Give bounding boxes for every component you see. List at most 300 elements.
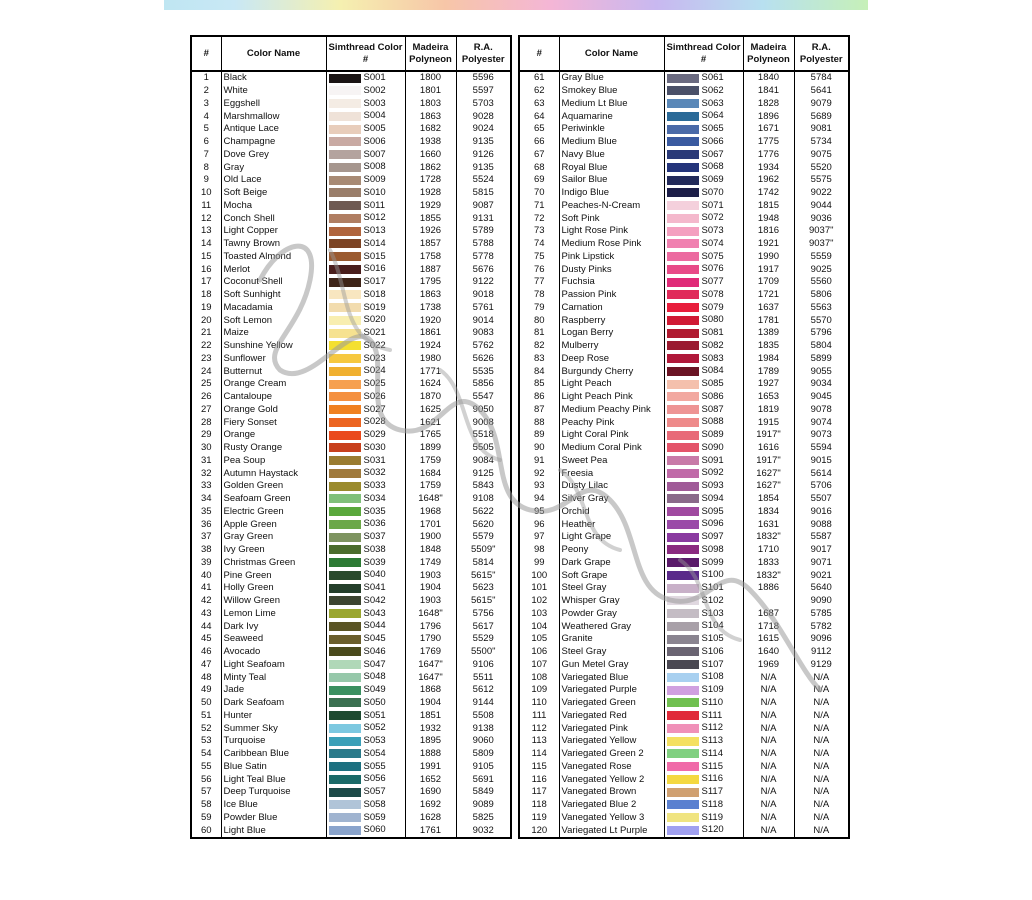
- color-swatch: [667, 86, 699, 95]
- ra-polyester-number: 9073: [794, 429, 849, 442]
- madeira-number: 1903: [405, 595, 456, 608]
- simthread-cell: [664, 276, 743, 289]
- madeira-number: N/A: [743, 697, 794, 710]
- color-name: Mocha: [221, 200, 326, 213]
- simthread-code: S030: [363, 441, 386, 453]
- ra-polyester-number: 9138: [456, 722, 511, 735]
- color-swatch: [329, 392, 361, 401]
- color-name: Pink Lipstick: [559, 251, 664, 264]
- table-row: [191, 340, 511, 353]
- color-name: Logan Berry: [559, 327, 664, 340]
- color-name: Light Rose Pink: [559, 225, 664, 238]
- row-number: 76: [519, 263, 559, 276]
- simthread-code: S034: [363, 492, 386, 504]
- simthread-cell: [326, 633, 405, 646]
- table-row: [519, 493, 849, 506]
- table-row: [519, 544, 849, 557]
- simthread-cell: [664, 518, 743, 531]
- color-swatch: [667, 74, 699, 83]
- table-row: [519, 620, 849, 633]
- row-number: 9: [191, 174, 221, 187]
- simthread-code: S057: [363, 786, 386, 798]
- simthread-code: S072: [701, 212, 724, 224]
- madeira-number: 1628: [405, 812, 456, 825]
- table-row: [191, 225, 511, 238]
- madeira-number: 1819: [743, 404, 794, 417]
- row-number: 14: [191, 238, 221, 251]
- header-number: #: [519, 36, 559, 71]
- table-row: [519, 238, 849, 251]
- ra-polyester-number: N/A: [794, 824, 849, 838]
- simthread-code: S060: [363, 824, 386, 836]
- simthread-cell: [664, 620, 743, 633]
- simthread-code: S077: [701, 276, 724, 288]
- simthread-cell: [326, 608, 405, 621]
- color-name: Seaweed: [221, 633, 326, 646]
- table-row: [191, 557, 511, 570]
- ra-polyester-number: 5856: [456, 378, 511, 391]
- table-row: [191, 378, 511, 391]
- row-number: 102: [519, 595, 559, 608]
- ra-polyester-number: 5509": [456, 544, 511, 557]
- simthread-code: S091: [701, 454, 724, 466]
- ra-polyester-number: 5756: [456, 608, 511, 621]
- color-swatch: [667, 482, 699, 491]
- simthread-code: S089: [701, 429, 724, 441]
- table-row: [191, 123, 511, 136]
- row-number: 35: [191, 506, 221, 519]
- simthread-code: S068: [701, 161, 724, 173]
- color-swatch: [329, 609, 361, 618]
- table-row: [519, 442, 849, 455]
- simthread-cell: [326, 353, 405, 366]
- simthread-code: S023: [363, 352, 386, 364]
- simthread-cell: [664, 684, 743, 697]
- ra-polyester-number: 5596: [456, 71, 511, 85]
- ra-polyester-number: 9074: [794, 416, 849, 429]
- table-row: [519, 518, 849, 531]
- color-name: Sunshine Yellow: [221, 340, 326, 353]
- ra-polyester-number: 5614: [794, 467, 849, 480]
- ra-polyester-number: 5622: [456, 506, 511, 519]
- color-swatch: [667, 660, 699, 669]
- madeira-number: 1920: [405, 314, 456, 327]
- color-swatch: [667, 456, 699, 465]
- ra-polyester-number: 5511: [456, 671, 511, 684]
- color-swatch: [667, 558, 699, 567]
- color-swatch: [329, 201, 361, 210]
- simthread-code: S012: [363, 212, 386, 224]
- row-number: 30: [191, 442, 221, 455]
- simthread-cell: [664, 314, 743, 327]
- table-row: [519, 187, 849, 200]
- color-swatch: [667, 137, 699, 146]
- row-number: 53: [191, 735, 221, 748]
- ra-polyester-number: N/A: [794, 799, 849, 812]
- color-name: Marshmallow: [221, 110, 326, 123]
- simthread-code: S099: [701, 556, 724, 568]
- simthread-code: S079: [701, 301, 724, 313]
- ra-polyester-number: 9083: [456, 327, 511, 340]
- simthread-cell: [326, 773, 405, 786]
- color-swatch: [329, 788, 361, 797]
- simthread-cell: [326, 544, 405, 557]
- row-number: 49: [191, 684, 221, 697]
- ra-polyester-number: 9089: [456, 799, 511, 812]
- color-swatch: [667, 635, 699, 644]
- simthread-code: S085: [701, 378, 724, 390]
- color-name: Black: [221, 71, 326, 85]
- ra-polyester-number: 5689: [794, 110, 849, 123]
- color-name: Vanegated Yellow 2: [559, 773, 664, 786]
- madeira-number: 1637: [743, 302, 794, 315]
- simthread-code: S046: [363, 645, 386, 657]
- table-row: [191, 416, 511, 429]
- row-number: 26: [191, 391, 221, 404]
- simthread-code: S049: [363, 684, 386, 696]
- table-row: [519, 416, 849, 429]
- simthread-code: S118: [701, 798, 723, 810]
- ra-polyester-number: 5505: [456, 442, 511, 455]
- color-name: Aquamarine: [559, 110, 664, 123]
- header-color-name: Color Name: [221, 36, 326, 71]
- madeira-number: 1863: [405, 110, 456, 123]
- color-name: Dusty Pinks: [559, 263, 664, 276]
- madeira-number: 1648": [405, 493, 456, 506]
- ra-polyester-number: 5615": [456, 569, 511, 582]
- color-name: Soft Beige: [221, 187, 326, 200]
- color-name: Vanegated Yellow 3: [559, 812, 664, 825]
- simthread-cell: [664, 633, 743, 646]
- simthread-cell: [326, 722, 405, 735]
- ra-polyester-number: 5804: [794, 340, 849, 353]
- row-number: 45: [191, 633, 221, 646]
- color-name: Turquoise: [221, 735, 326, 748]
- simthread-code: S039: [363, 556, 386, 568]
- simthread-cell: [664, 365, 743, 378]
- simthread-cell: [326, 824, 405, 838]
- ra-polyester-number: 5691: [456, 773, 511, 786]
- madeira-number: 1765: [405, 429, 456, 442]
- color-name: Light Coral Pink: [559, 429, 664, 442]
- ra-polyester-number: N/A: [794, 710, 849, 723]
- row-number: 67: [519, 149, 559, 162]
- table-row: [191, 289, 511, 302]
- simthread-cell: [326, 761, 405, 774]
- madeira-number: 1841: [743, 85, 794, 98]
- ra-polyester-number: 9055: [794, 365, 849, 378]
- madeira-number: 1948: [743, 212, 794, 225]
- madeira-number: 1692: [405, 799, 456, 812]
- row-number: 13: [191, 225, 221, 238]
- color-swatch: [667, 520, 699, 529]
- row-number: 19: [191, 302, 221, 315]
- color-swatch: [329, 239, 361, 248]
- madeira-number: N/A: [743, 773, 794, 786]
- ra-polyester-number: 5575: [794, 174, 849, 187]
- simthread-code: S056: [363, 773, 386, 785]
- ra-polyester-number: 5547: [456, 391, 511, 404]
- madeira-number: 1980: [405, 353, 456, 366]
- color-swatch: [667, 329, 699, 338]
- color-swatch: [667, 686, 699, 695]
- color-name: Lemon Lime: [221, 608, 326, 621]
- madeira-number: 1855: [405, 212, 456, 225]
- madeira-number: 1631: [743, 518, 794, 531]
- color-name: Periwinkle: [559, 123, 664, 136]
- table-row: [519, 697, 849, 710]
- table-row: [191, 799, 511, 812]
- color-swatch: [329, 303, 361, 312]
- color-swatch: [667, 622, 699, 631]
- table-row: [519, 378, 849, 391]
- madeira-number: 1921: [743, 238, 794, 251]
- madeira-number: 1851: [405, 710, 456, 723]
- madeira-number: 1854: [743, 493, 794, 506]
- table-row: [519, 365, 849, 378]
- color-swatch: [329, 265, 361, 274]
- simthread-code: S009: [363, 174, 386, 186]
- color-swatch: [329, 724, 361, 733]
- simthread-cell: [664, 773, 743, 786]
- color-swatch: [667, 392, 699, 401]
- simthread-cell: [664, 735, 743, 748]
- madeira-number: 1761: [405, 824, 456, 838]
- simthread-code: S112: [701, 722, 723, 734]
- color-swatch: [329, 826, 361, 835]
- simthread-code: S027: [363, 403, 386, 415]
- table-row: [519, 174, 849, 187]
- simthread-cell: [664, 404, 743, 417]
- simthread-code: S044: [363, 620, 386, 632]
- simthread-code: S032: [363, 467, 386, 479]
- simthread-cell: [326, 251, 405, 264]
- madeira-number: 1742: [743, 187, 794, 200]
- header-simthread: Simthread Color #: [326, 36, 405, 71]
- table-row: [191, 569, 511, 582]
- madeira-number: 1834: [743, 506, 794, 519]
- table-row: [519, 263, 849, 276]
- simthread-cell: [326, 493, 405, 506]
- ra-polyester-number: 5559: [794, 251, 849, 264]
- color-swatch: [329, 647, 361, 656]
- simthread-code: S058: [363, 798, 386, 810]
- row-number: 74: [519, 238, 559, 251]
- header-ra-polyester: R.A. Polyester: [794, 36, 849, 71]
- color-name: Gray: [221, 161, 326, 174]
- color-swatch: [329, 278, 361, 287]
- table-row: [519, 212, 849, 225]
- madeira-number: 1990: [743, 251, 794, 264]
- table-row: [191, 748, 511, 761]
- simthread-cell: [664, 225, 743, 238]
- color-name: Conch Shell: [221, 212, 326, 225]
- row-number: 3: [191, 98, 221, 111]
- madeira-number: 1781: [743, 314, 794, 327]
- row-number: 103: [519, 608, 559, 621]
- table-row: [519, 467, 849, 480]
- simthread-cell: [664, 799, 743, 812]
- row-number: 7: [191, 149, 221, 162]
- row-number: 73: [519, 225, 559, 238]
- color-name: Ivy Green: [221, 544, 326, 557]
- simthread-code: S051: [363, 709, 386, 721]
- table-row: [191, 212, 511, 225]
- simthread-code: S026: [363, 390, 386, 402]
- row-number: 29: [191, 429, 221, 442]
- simthread-code: S043: [363, 607, 386, 619]
- color-swatch: [667, 367, 699, 376]
- simthread-cell: [664, 110, 743, 123]
- table-row: [519, 85, 849, 98]
- ra-polyester-number: 9034: [794, 378, 849, 391]
- color-name: Sailor Blue: [559, 174, 664, 187]
- color-swatch: [329, 571, 361, 580]
- simthread-cell: [664, 608, 743, 621]
- color-name: Passion Pink: [559, 289, 664, 302]
- simthread-code: S078: [701, 288, 724, 300]
- simthread-code: S081: [701, 327, 724, 339]
- table-row: [519, 480, 849, 493]
- simthread-cell: [326, 671, 405, 684]
- simthread-code: S066: [701, 135, 724, 147]
- simthread-cell: [326, 314, 405, 327]
- simthread-cell: [326, 98, 405, 111]
- row-number: 54: [191, 748, 221, 761]
- table-row: [191, 200, 511, 213]
- row-number: 11: [191, 200, 221, 213]
- color-name: Royal Blue: [559, 161, 664, 174]
- color-swatch: [667, 418, 699, 427]
- simthread-code: S010: [363, 186, 386, 198]
- color-name: Blue Satin: [221, 761, 326, 774]
- row-number: 77: [519, 276, 559, 289]
- simthread-cell: [326, 327, 405, 340]
- simthread-cell: [326, 174, 405, 187]
- madeira-number: 1738: [405, 302, 456, 315]
- simthread-cell: [664, 671, 743, 684]
- simthread-cell: [326, 646, 405, 659]
- color-swatch: [329, 188, 361, 197]
- simthread-code: S117: [701, 786, 723, 798]
- row-number: 81: [519, 327, 559, 340]
- row-number: 41: [191, 582, 221, 595]
- table-row: [519, 340, 849, 353]
- table-row: [191, 442, 511, 455]
- color-name: Heather: [559, 518, 664, 531]
- ra-polyester-number: 5620: [456, 518, 511, 531]
- table-row: [519, 455, 849, 468]
- row-number: 117: [519, 786, 559, 799]
- simthread-code: S088: [701, 416, 724, 428]
- ra-polyester-number: 9122: [456, 276, 511, 289]
- table-row: [519, 659, 849, 672]
- ra-polyester-number: 9021: [794, 569, 849, 582]
- ra-polyester-number: 5626: [456, 353, 511, 366]
- color-swatch: [667, 469, 699, 478]
- ra-polyester-number: 5594: [794, 442, 849, 455]
- table-row: [519, 557, 849, 570]
- row-number: 1: [191, 71, 221, 85]
- color-name: Orange Cream: [221, 378, 326, 391]
- simthread-code: S015: [363, 250, 386, 262]
- simthread-cell: [326, 620, 405, 633]
- madeira-number: 1627": [743, 467, 794, 480]
- simthread-cell: [326, 595, 405, 608]
- color-swatch: [329, 418, 361, 427]
- simthread-cell: [664, 416, 743, 429]
- simthread-code: S090: [701, 441, 724, 453]
- color-swatch: [329, 316, 361, 325]
- madeira-number: 1749: [405, 557, 456, 570]
- madeira-number: 1687: [743, 608, 794, 621]
- ra-polyester-number: 5617: [456, 620, 511, 633]
- ra-polyester-number: N/A: [794, 773, 849, 786]
- row-number: 44: [191, 620, 221, 633]
- madeira-number: 1790: [405, 633, 456, 646]
- simthread-cell: [664, 174, 743, 187]
- table-row: [191, 671, 511, 684]
- madeira-number: N/A: [743, 786, 794, 799]
- simthread-code: S040: [363, 569, 386, 581]
- simthread-cell: [664, 722, 743, 735]
- madeira-number: 1803: [405, 98, 456, 111]
- ra-polyester-number: 5518: [456, 429, 511, 442]
- simthread-cell: [326, 455, 405, 468]
- row-number: 105: [519, 633, 559, 646]
- simthread-code: S036: [363, 518, 386, 530]
- ra-polyester-number: 5785: [794, 608, 849, 621]
- table-row: [191, 544, 511, 557]
- row-number: 100: [519, 569, 559, 582]
- color-table-right: [518, 35, 850, 839]
- simthread-cell: [664, 340, 743, 353]
- simthread-cell: [326, 710, 405, 723]
- simthread-code: S025: [363, 378, 386, 390]
- simthread-code: S018: [363, 288, 386, 300]
- simthread-cell: [664, 582, 743, 595]
- ra-polyester-number: 9024: [456, 123, 511, 136]
- simthread-cell: [326, 812, 405, 825]
- row-number: 31: [191, 455, 221, 468]
- table-row: [519, 761, 849, 774]
- simthread-cell: [664, 378, 743, 391]
- madeira-number: N/A: [743, 722, 794, 735]
- color-swatch: [667, 214, 699, 223]
- color-name: Orange Gold: [221, 404, 326, 417]
- simthread-code: S004: [363, 110, 386, 122]
- color-swatch: [329, 507, 361, 516]
- color-swatch: [667, 749, 699, 758]
- simthread-cell: [326, 404, 405, 417]
- color-name: Deep Rose: [559, 353, 664, 366]
- simthread-cell: [664, 824, 743, 838]
- ra-polyester-number: 9044: [794, 200, 849, 213]
- table-row: [191, 735, 511, 748]
- ra-polyester-number: 5587: [794, 531, 849, 544]
- madeira-number: 1828: [743, 98, 794, 111]
- color-swatch: [667, 737, 699, 746]
- madeira-number: 1660: [405, 149, 456, 162]
- simthread-cell: [326, 225, 405, 238]
- color-swatch: [667, 813, 699, 822]
- table-row: [191, 391, 511, 404]
- ra-polyester-number: 9131: [456, 212, 511, 225]
- ra-polyester-number: 5706: [794, 480, 849, 493]
- row-number: 107: [519, 659, 559, 672]
- row-number: 87: [519, 404, 559, 417]
- table-row: [519, 302, 849, 315]
